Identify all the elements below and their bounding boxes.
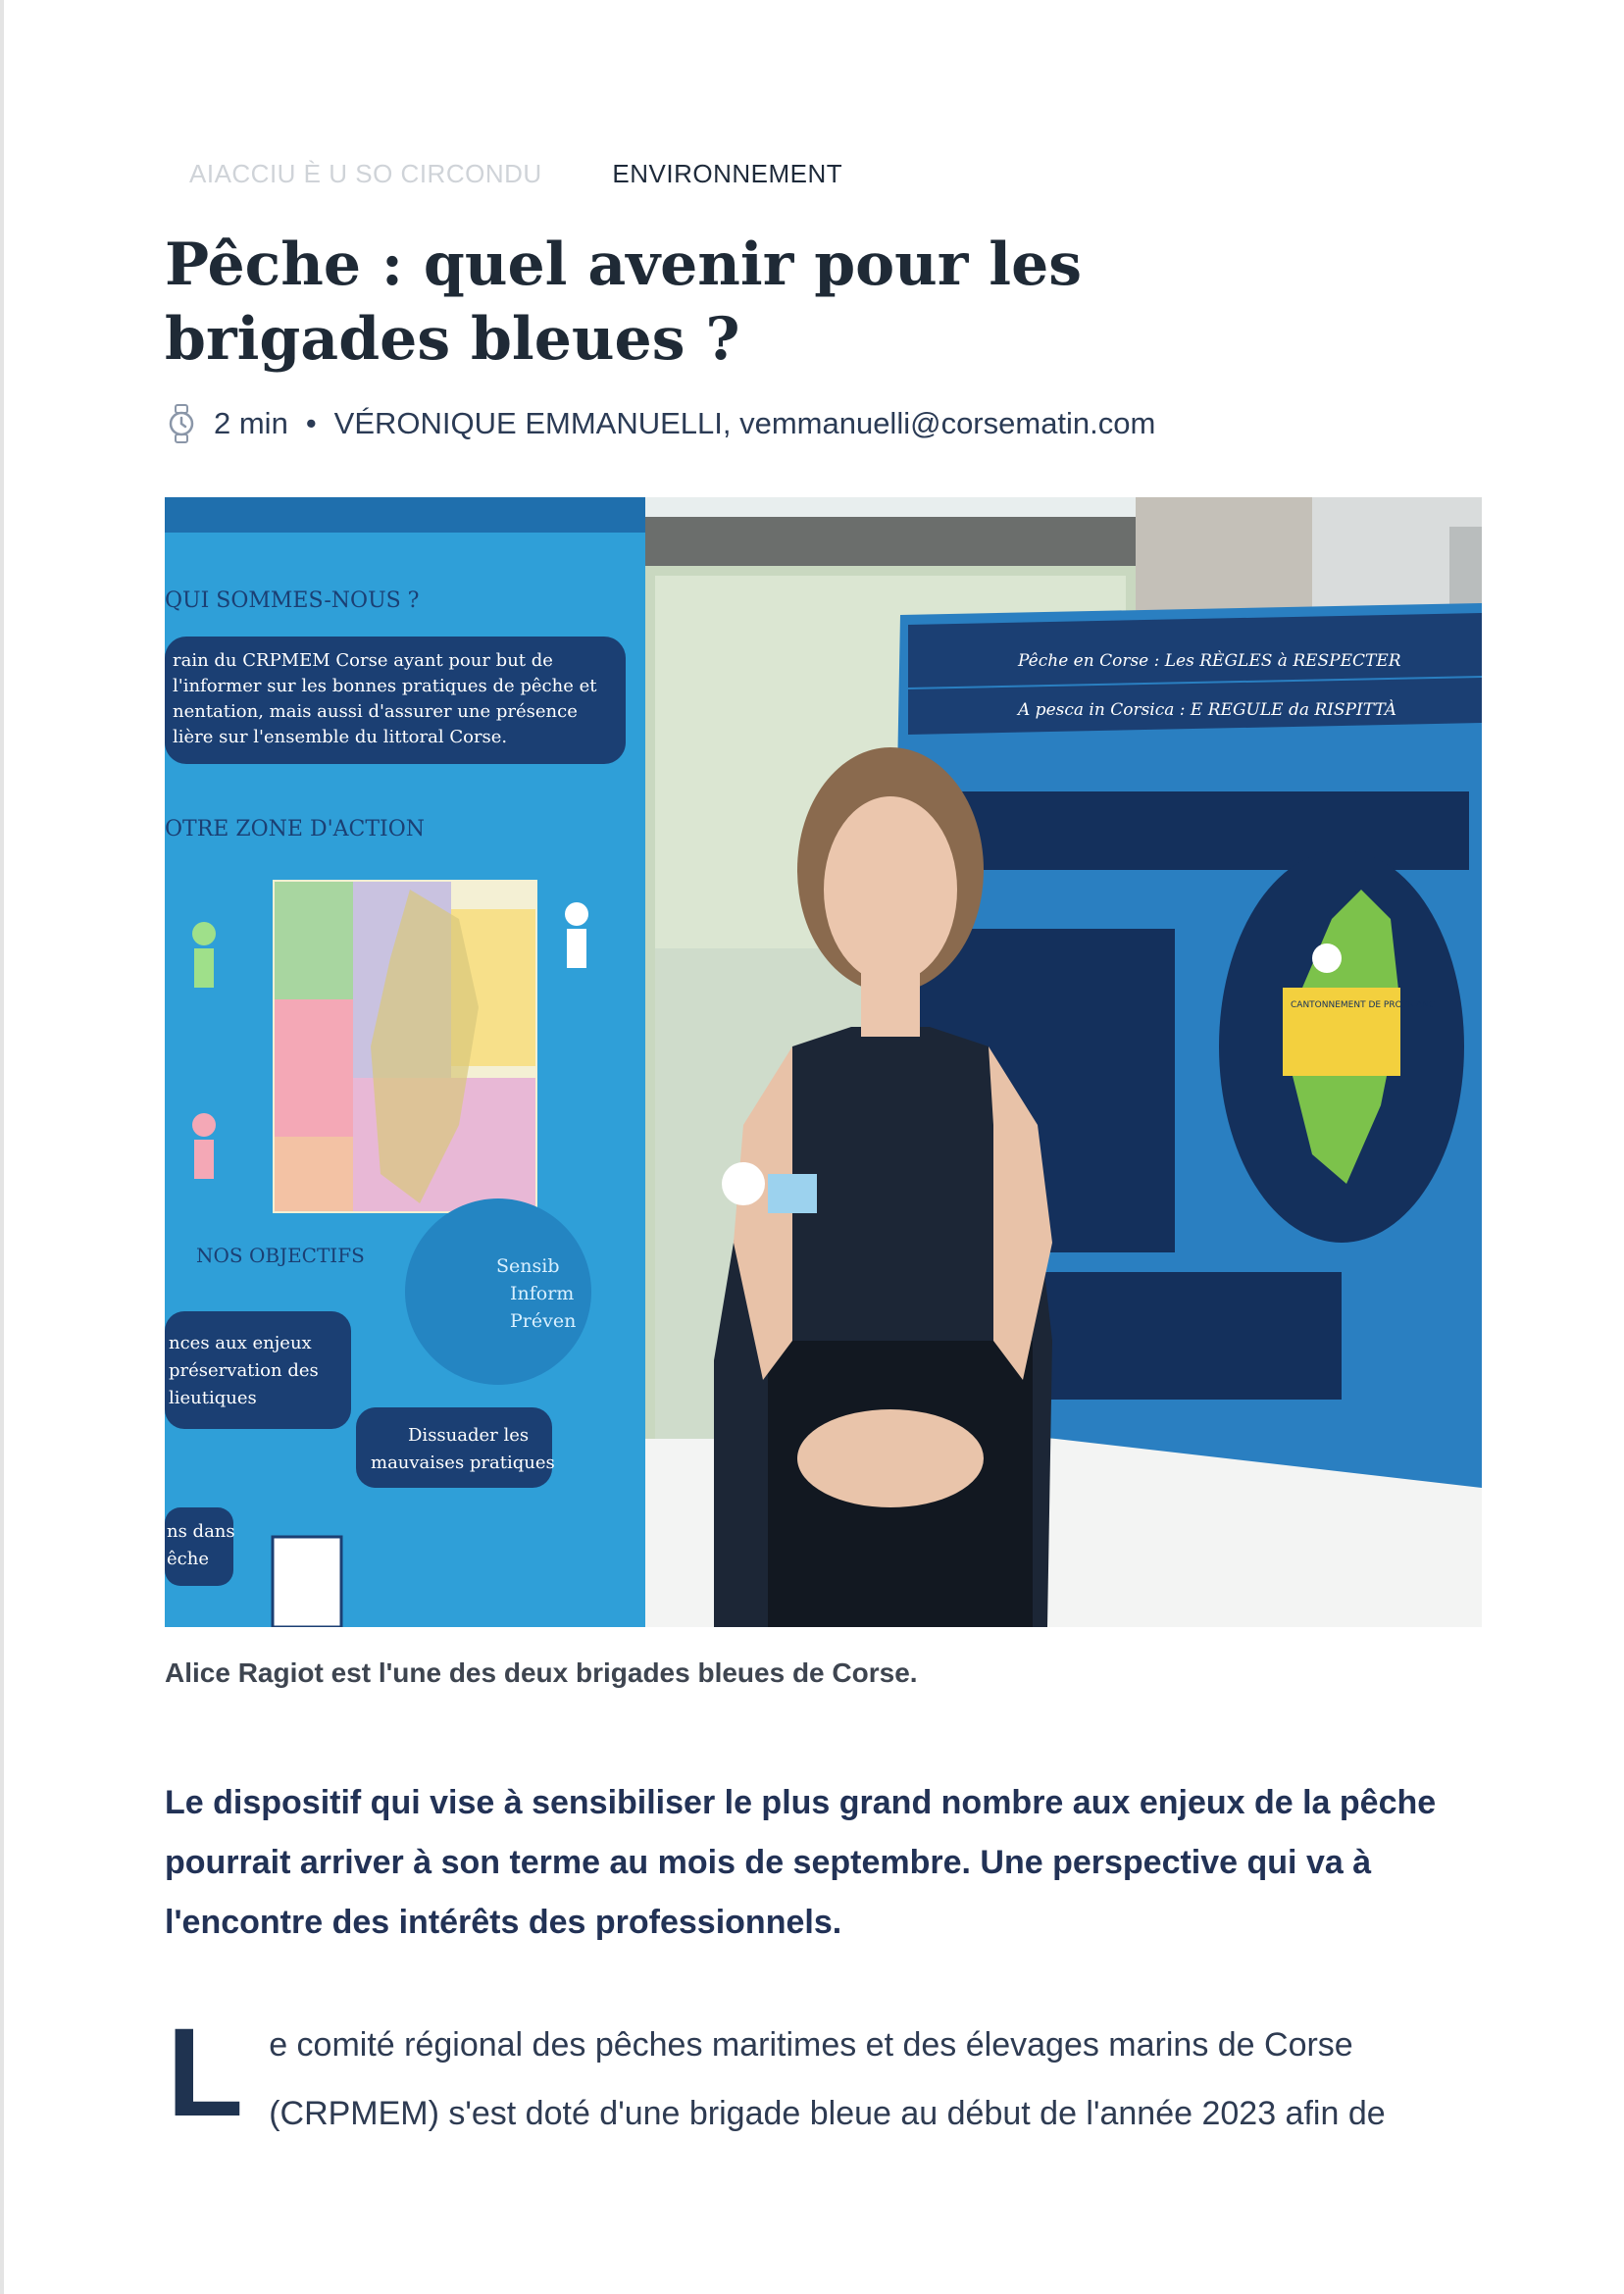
photo-illustration [165,497,1482,1627]
byline-separator: • [305,406,317,440]
poster-left-bubble1: nces aux enjeux préservation des lieutiques [169,1333,319,1408]
body-text: e comité régional des pêches maritimes et des élevages marins de Corse (CRPMEM) s'est doté d'une brigade bleue au début de l'année 2023 afin de [269,2026,1386,2132]
article-lead: Le dispositif qui vise à sensibiliser le plus grand nombre aux enjeux de la pêche pourrait arriver à son terme au mois de septembre. Une perspective qui va à l'encontre des intérêts des professionnels. [165,1784,1437,1941]
poster-left-heading3: NOS OBJECTIFS [196,1244,365,1267]
poster-right-title1: Pêche en Corse : Les RÈGLES à RESPECTER [1018,651,1401,671]
poster-left-bubble3: Sensib Inform Préven [496,1255,577,1332]
poster-left-bubble2: Dissuader les mauvaises pratiques [371,1425,555,1473]
kicker [189,159,842,189]
poster-left-heading1: QUI SOMMES-NOUS ? [165,588,420,613]
article-body [165,2003,1484,2148]
section-label[interactable]: ENVIRONNEMENT [612,159,843,188]
drop-cap: L [167,2003,244,2143]
author[interactable]: VÉRONIQUE EMMANUELLI, vemmanuelli@corsematin.com [333,406,1156,440]
poster-right-map-label: CANTONNEMENT DE PROPRIANO [1291,1000,1436,1010]
byline [169,404,1155,443]
scan-edge [0,0,4,2294]
watch-icon [169,404,194,443]
poster-left-heading2: OTRE ZONE D'ACTION [165,817,426,841]
article-photo [165,497,1482,1627]
poster-left-bubble4: ns dans êche [167,1521,235,1569]
poster-right-title2: A pesca in Corsica : E REGULE da RISPITTÀ [1018,700,1397,720]
photo-caption: Alice Ragiot est l'une des deux brigades bleues de Corse. [165,1657,918,1688]
article-title: Pêche : quel avenir pour les brigades bleues ? [165,230,1083,374]
reading-time: 2 min [214,406,288,440]
poster-left-text: rain du CRPMEM Corse ayant pour but de l'informer sur les bonnes pratiques de pêche et nentation, mais aussi d'assurer une présence lière sur l'ensemble du littoral Corse. [173,650,597,747]
rubric-label: AIACCIU È U SO CIRCONDU [189,159,542,188]
